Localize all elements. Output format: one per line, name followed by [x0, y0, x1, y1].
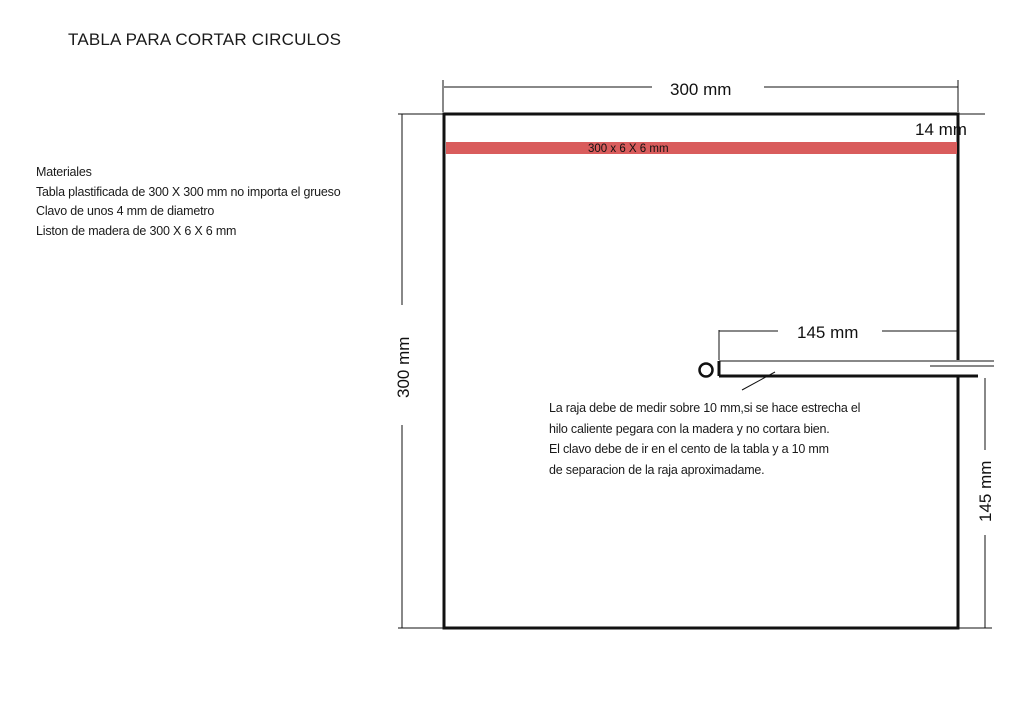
note-line: de separacion de la raja aproximadame. — [549, 462, 765, 477]
strip-offset-label: 14 mm — [915, 120, 967, 139]
top-dimension-label: 300 mm — [670, 80, 732, 99]
materials-item: Tabla plastificada de 300 X 300 mm no importa el grueso — [36, 184, 341, 199]
materials-heading: Materiales — [36, 165, 92, 179]
left-dimension-label: 300 mm — [394, 336, 413, 398]
materials-item: Clavo de unos 4 mm de diametro — [36, 204, 215, 218]
slot-dimension-label: 145 mm — [797, 323, 859, 342]
nail-circle — [700, 364, 713, 377]
page-title: TABLA PARA CORTAR CIRCULOS — [68, 30, 342, 49]
materials-item: Liston de madera de 300 X 6 X 6 mm — [36, 223, 237, 238]
slot-note — [549, 398, 860, 480]
wooden-strip — [446, 142, 957, 154]
lower-dimension-label: 145 mm — [976, 460, 995, 522]
note-line: La raja debe de medir sobre 10 mm,si se hace estrecha el — [549, 401, 861, 415]
note-line: El clavo debe de ir en el cento de la tabla y a 10 mm — [549, 442, 829, 456]
note-line: hilo caliente pegara con la madera y no cortara bien. — [549, 421, 830, 436]
strip-label: 300 x 6 X 6 mm — [588, 143, 669, 155]
slot — [712, 360, 994, 377]
